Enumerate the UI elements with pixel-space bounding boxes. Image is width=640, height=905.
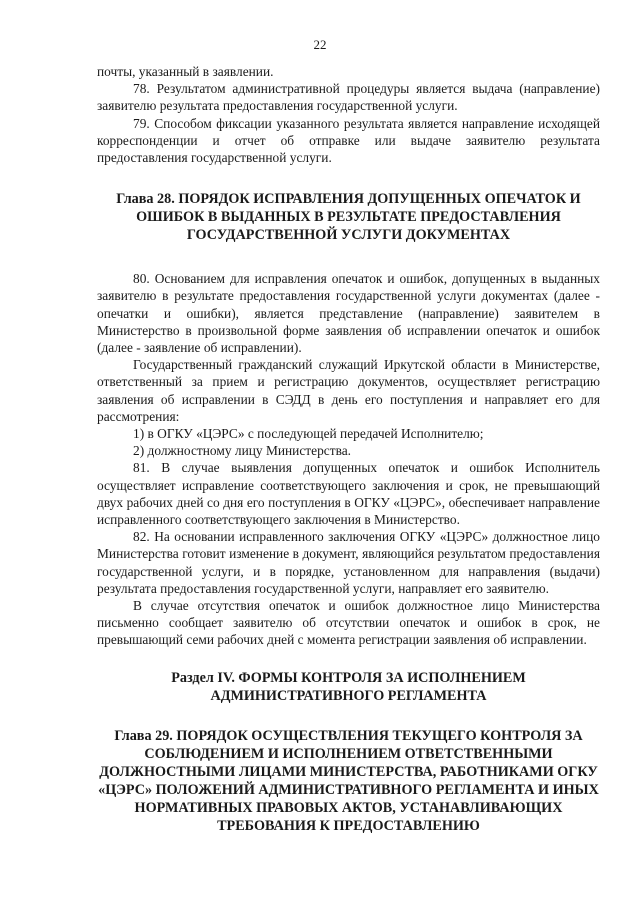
paragraph-80: 80. Основанием для исправления опечаток и ошибок, допущенных в выданных заявителю в результате предоставления государственной услуги документах (далее - опечатки и ошибки), является представление (направление) заявителем в Министерство в произвольной форме заявления об исправлении опечаток и ошибок (далее - заявление об исправлении). <box>97 271 600 356</box>
section-4-heading: Раздел IV. ФОРМЫ КОНТРОЛЯ ЗА ИСПОЛНЕНИЕМ АДМИНИСТРАТИВНОГО РЕГЛАМЕНТА <box>171 669 526 704</box>
list-item-2: 2) должностному лицу Министерства. <box>133 443 352 459</box>
paragraph-registration: Государственный гражданский служащий Иркутской области в Министерстве, ответственный за прием и регистрацию документов, осуществляет регистрацию заявления об исправлении в СЭДД в день его поступления и направляет его для рассмотрения: <box>97 357 600 424</box>
document-body <box>97 63 600 835</box>
paragraph-continuation: почты, указанный в заявлении. <box>97 64 274 79</box>
list-item-1: 1) в ОГКУ «ЦЭРС» с последующей передачей Исполнителю; <box>133 426 484 442</box>
paragraph-79: 79. Способом фиксации указанного результата является направление исходящей корреспонденции и отчет об отправке или выдаче заявителю результата предоставления государственной услуги. <box>97 115 600 166</box>
page-number: 22 <box>313 37 327 52</box>
paragraph-81: 81. В случае выявления допущенных опечаток и ошибок Исполнитель осуществляет исправление соответствующего заключения и срок, не превышающий двух рабочих дней со дня его поступления в ОГКУ «ЦЭРС», обеспечивает направление исправленного соответствующего заключения в Министерство. <box>97 460 600 528</box>
paragraph-82: 82. На основании исправленного заключения ОГКУ «ЦЭРС» должностное лицо Министерства готовит изменение в документ, являющийся результатом предоставления государственной услуги, и в порядке, установленном для направления (выдачи) результата предоставления государственной услуги, направляет его заявителю. <box>97 529 600 596</box>
paragraph-no-errors: В случае отсутствия опечаток и ошибок должностное лицо Министерства письменно сообщает заявителю об отсутствии опечаток и ошибок в срок, не превышающий семи рабочих дней с момента регистрации заявления об исправлении. <box>97 598 600 648</box>
chapter-28-heading: Глава 28. ПОРЯДОК ИСПРАВЛЕНИЯ ДОПУЩЕННЫХ ОПЕЧАТОК И ОШИБОК В ВЫДАННЫХ В РЕЗУЛЬТАТЕ ПРЕДОСТАВЛЕНИЯ ГОСУДАРСТВЕННОЙ УСЛУГИ ДОКУМЕНТАХ <box>116 191 581 244</box>
chapter-29-heading: Глава 29. ПОРЯДОК ОСУЩЕСТВЛЕНИЯ ТЕКУЩЕГО КОНТРОЛЯ ЗА СОБЛЮДЕНИЕМ И ИСПОЛНЕНИЕМ ОТВЕТСТВЕННЫМИ ДОЛЖНОСТНЫМИ ЛИЦАМИ МИНИСТЕРСТВА, РАБОТНИКАМИ ОГКУ «ЦЭРС» ПОЛОЖЕНИЙ АДМИНИСТРАТИВНОГО РЕГЛАМЕНТА И ИНЫХ НОРМАТИВНЫХ ПРАВОВЫХ АКТОВ, УСТАНАВЛИВАЮЩИХ ТРЕБОВАНИЯ К ПРЕДОСТАВЛЕНИЮ <box>98 727 599 834</box>
paragraph-78: 78. Результатом административной процедуры является выдача (направление) заявителю результата предоставления государственной услуги. <box>97 81 600 114</box>
